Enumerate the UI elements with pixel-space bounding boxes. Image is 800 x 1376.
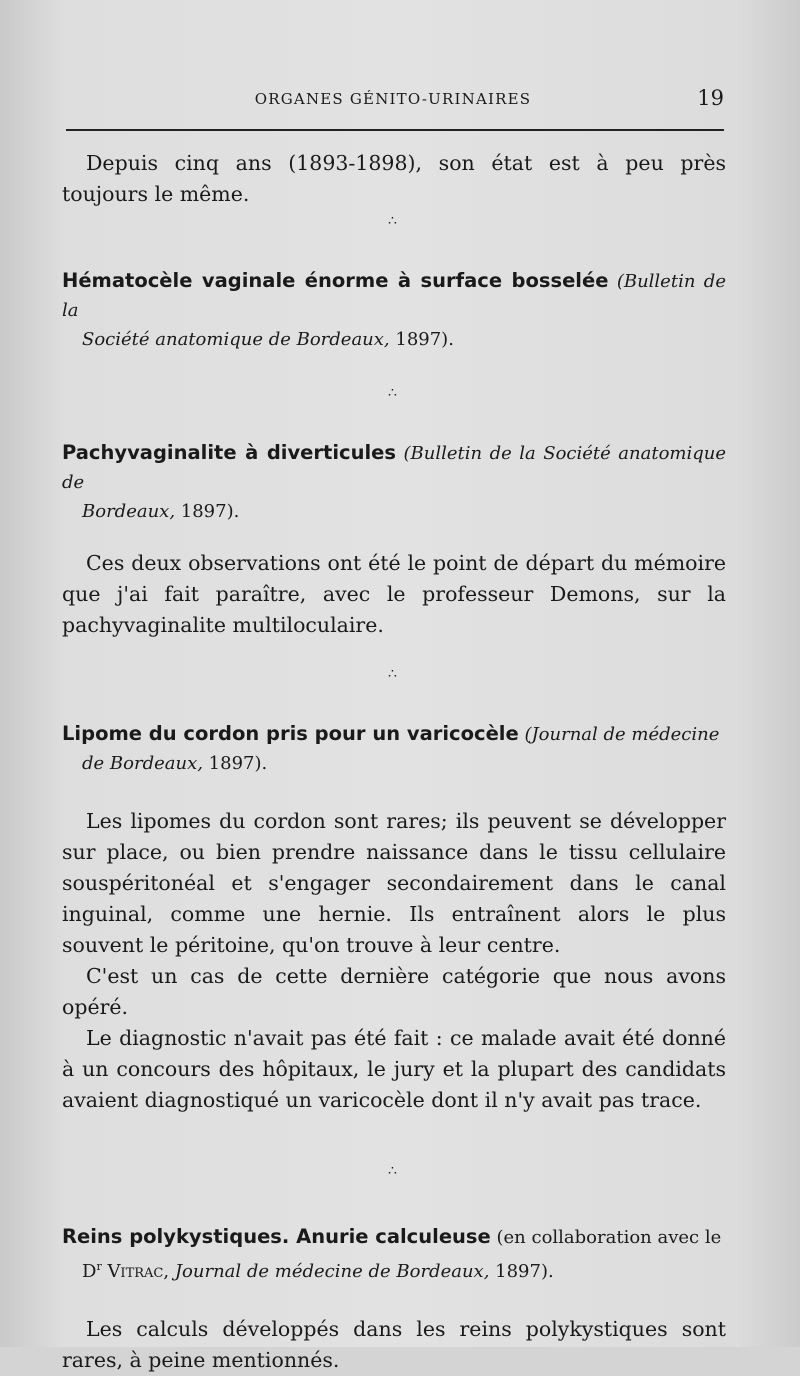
asterism-separator: ∴ [388,666,400,682]
entry-pachyvaginalite [62,438,726,526]
entry-year: 1897). [175,501,240,522]
entry-title: Pachyvaginalite à diverticules [62,441,396,464]
entry-year: 1897). [202,753,268,774]
page-header [62,86,724,116]
entry-title: Lipome du cordon pris pour un varicocèle [62,722,519,745]
entry-ref-continued: de Bordeaux, [82,753,203,774]
doctor-abbrev-sup: r [96,1260,102,1273]
paragraph-le-diagnostic: Le diagnostic n'avait pas été fait : ce malade avait été donné à un concours des hôpitaux, le jury et la plupart des candidats avaient diagnostiqué un varicocèle dont il n'y avait pas trace. [62,1026,726,1112]
entry-lipome [62,719,726,778]
entry-hematocele [62,266,726,354]
entry-title: Reins polykystiques. Anurie calculeuse [62,1225,491,1248]
entry-ref-continued: Société anatomique de Bordeaux, [82,329,390,350]
entry-ref: (Journal de médecine [524,724,720,745]
entry-ref-continued: Journal de médecine de Bordeaux, [174,1261,490,1282]
doctor-abbrev: D [82,1261,97,1282]
entry-ref: (Bulletin de la Société anatomique de [62,443,726,493]
paragraph-ces-deux-observations: Ces deux observations ont été le point de départ du mémoire que j'ai fait paraître, avec le professeur Demons, sur la pachyvaginalite multiloculaire. [62,551,726,637]
entry-reins-polykystiques [62,1222,726,1286]
page-number: 19 [697,86,724,110]
entry-ref: (Bulletin de la [62,271,726,321]
running-title: ORGANES GÉNITO-URINAIRES [254,90,532,108]
entry-title: Hématocèle vaginale énorme à surface bosselée [62,269,609,292]
entry-year: 1897). [489,1261,554,1282]
author-name: Vitrac, [107,1261,170,1282]
paragraph-les-lipomes: Les lipomes du cordon sont rares; ils peuvent se développer sur place, ou bien prendre naissance dans le tissu cellulaire souspéritonéal et s'engager secondairement dans le canal inguinal, comme une hernie. Ils entraînent alors le plus souvent le péritoine, qu'on trouve à leur centre. [62,809,726,957]
entry-year: 1897). [389,329,454,350]
header-rule [66,129,724,131]
asterism-separator: ∴ [388,1163,400,1179]
entry-ref-continued: Bordeaux, [82,501,176,522]
entry-ref: (en collaboration avec le [496,1227,722,1248]
asterism-separator: ∴ [388,385,400,401]
paragraph-depuis-cinq-ans: Depuis cinq ans (1893-1898), son état est à peu près toujours le même. [62,151,726,206]
page-body [62,148,726,1376]
paragraph-cest-un-cas: C'est un cas de cette dernière catégorie que nous avons opéré. [62,964,726,1019]
paragraph-les-calculs: Les calculs développés dans les reins polykystiques sont rares, à peine mentionnés. [62,1317,726,1372]
asterism-separator: ∴ [388,213,400,229]
